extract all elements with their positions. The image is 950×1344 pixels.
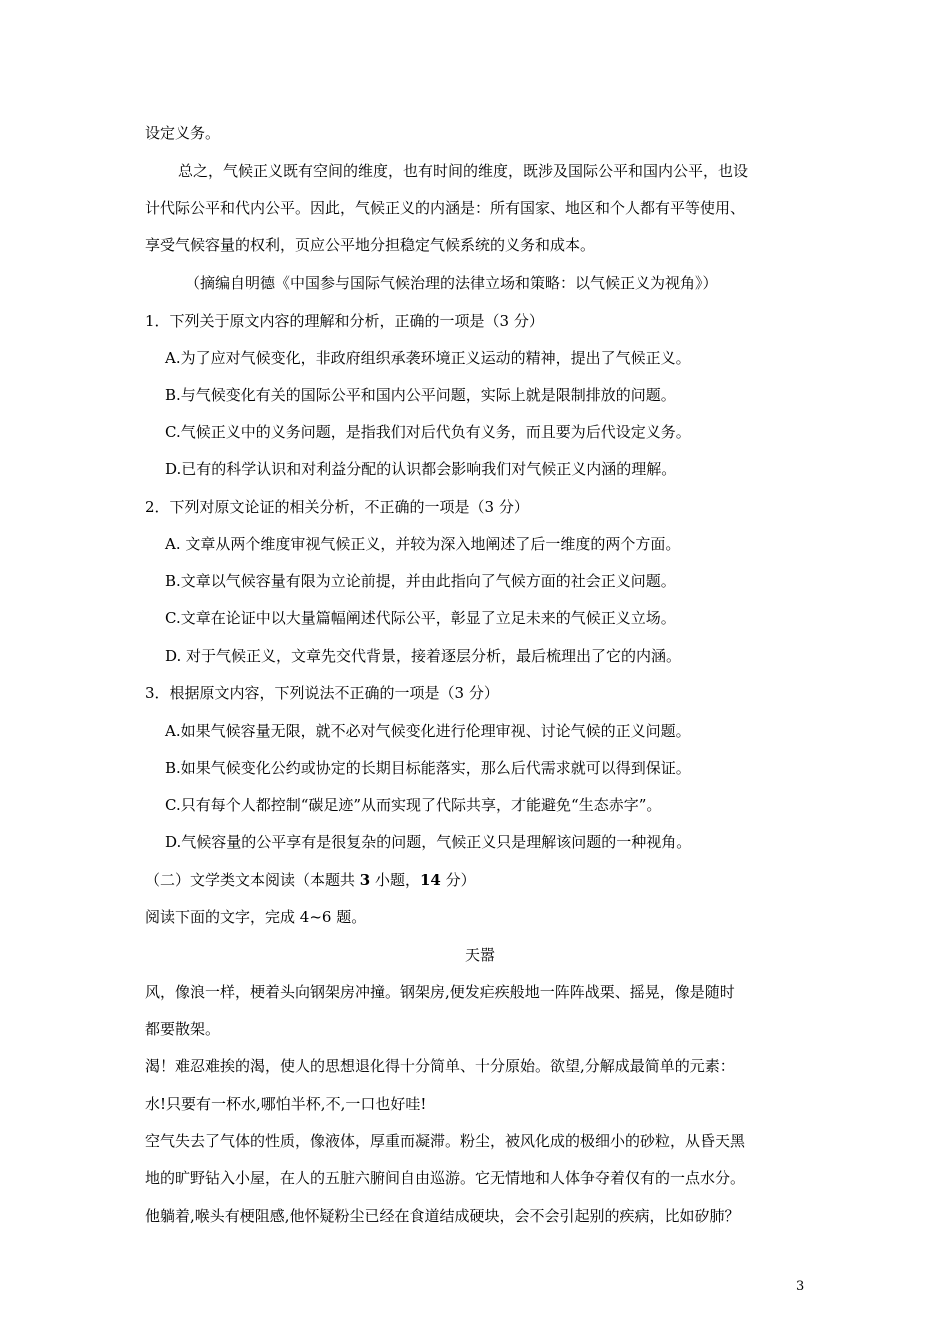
question-option: C.文章在论证中以大量篇幅阐述代际公平，彰显了立足未来的气候正义立场。 — [165, 609, 676, 627]
story-line: 空气失去了气体的性质，像液体，厚重而凝滞。粉尘，被风化成的极细小的砂粒，从昏天黑 — [145, 1132, 746, 1150]
question-option: A.为了应对气候变化，非政府组织承袭环境正义运动的精神，提出了气候正义。 — [165, 349, 691, 367]
story-title: 天嚣 — [464, 946, 495, 964]
question-option: D.气候容量的公平享有是很复杂的问题，气候正义只是理解该问题的一种视角。 — [165, 833, 692, 851]
story-line: 他躺着,喉头有梗阻感,他怀疑粉尘已经在食道结成硬块，会不会引起别的疾病，比如矽肺？ — [145, 1207, 740, 1225]
section-heading — [145, 869, 815, 891]
source-citation: （摘编自明德《中国参与国际气候治理的法律立场和策略：以气候正义为视角》） — [185, 274, 718, 292]
section-heading-score: 14 — [420, 871, 441, 889]
question-option: D.已有的科学认识和对利益分配的认识都会影响我们对气候正义内涵的理解。 — [165, 460, 677, 478]
paragraph-tail: 设定义务。 — [145, 124, 221, 142]
question-option: C.气候正义中的义务问题，是指我们对后代负有义务，而且要为后代设定义务。 — [165, 423, 691, 441]
section-heading-suffix: 分） — [440, 871, 476, 889]
question-stem: 1．下列关于原文内容的理解和分析，正确的一项是（3 分） — [145, 312, 544, 330]
question-option: D. 对于气候正义，文章先交代背景，接着逐层分析，最后梳理出了它的内涵。 — [165, 647, 682, 665]
section-heading-prefix: （二）文学类文本阅读（本题共 — [145, 871, 360, 889]
reading-instruction: 阅读下面的文字，完成 4~6 题。 — [145, 908, 367, 926]
paragraph-line: 享受气候容量的权利，页应公平地分担稳定气候系统的义务和成本。 — [145, 236, 596, 254]
paragraph-line: 总之，气候正义既有空间的维度，也有时间的维度，既涉及国际公平和国内公平，也设 — [178, 162, 749, 180]
question-option: A.如果气候容量无限，就不必对气候变化进行伦理审视、讨论气候的正义问题。 — [165, 722, 691, 740]
question-option: C.只有每个人都控制“碳足迹”从而实现了代际共享，才能避免“生态赤字”。 — [165, 796, 662, 814]
section-heading-mid: 小题， — [370, 871, 420, 889]
question-option: A. 文章从两个维度审视气候正义，并较为深入地阐述了后一维度的两个方面。 — [165, 535, 681, 553]
page-number: 3 — [796, 1279, 805, 1294]
paragraph-line: 计代际公平和代内公平。因此，气候正义的内涵是：所有国家、地区和个人都有平等使用、 — [145, 199, 746, 217]
story-line: 风，像浪一样，梗着头向钢架房冲撞。钢架房,便发疟疾般地一阵阵战栗、摇晃，像是随时 — [145, 983, 735, 1001]
section-heading-count: 3 — [359, 871, 371, 889]
story-line: 渴！难忍难挨的渴，使人的思想退化得十分简单、十分原始。欲望,分解成最简单的元素： — [145, 1057, 735, 1075]
story-line: 水!只要有一杯水,哪怕半杯,不,一口也好哇! — [145, 1095, 427, 1113]
question-option: B.与气候变化有关的国际公平和国内公平问题，实际上就是限制排放的问题。 — [165, 386, 676, 404]
story-line: 都要散架。 — [145, 1020, 221, 1038]
question-stem: 2．下列对原文论证的相关分析，不正确的一项是（3 分） — [145, 498, 529, 516]
question-stem: 3．根据原文内容，下列说法不正确的一项是（3 分） — [145, 684, 499, 702]
question-option: B.如果气候变化公约或协定的长期目标能落实，那么后代需求就可以得到保证。 — [165, 759, 691, 777]
story-line: 地的旷野钻入小屋，在人的五脏六腑间自由巡游。它无情地和人体争夺着仅有的一点水分。 — [145, 1169, 746, 1187]
question-option: B.文章以气候容量有限为立论前提，并由此指向了气候方面的社会正义问题。 — [165, 572, 676, 590]
